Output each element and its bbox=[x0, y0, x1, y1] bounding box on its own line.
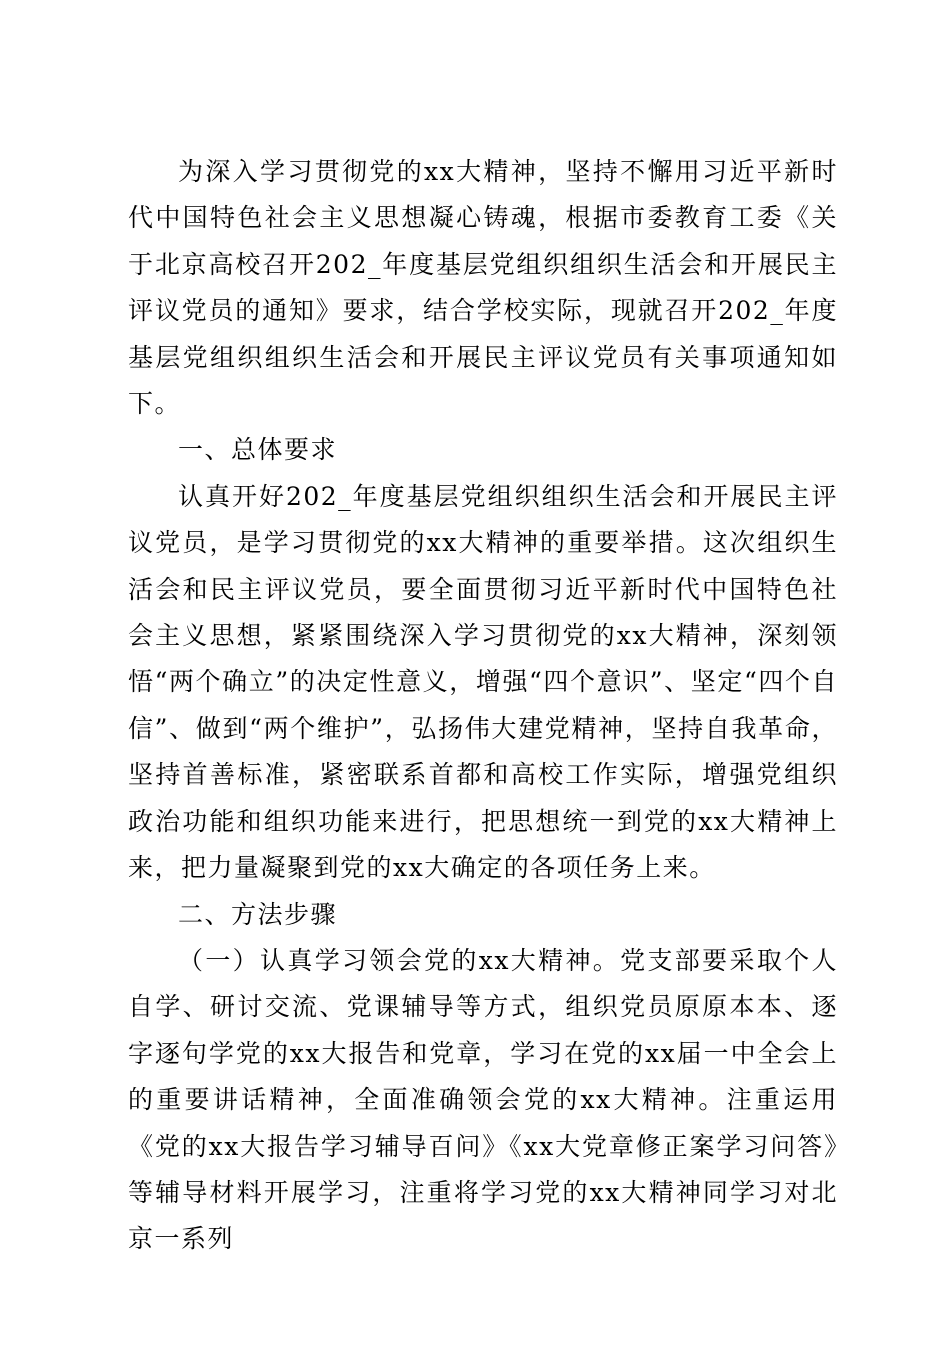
general-requirements-paragraph: 认真开好202_年度基层党组织组织生活会和开展民主评议党员，是学习贯彻党的xx大精神的重要举措。这次组织生活会和民主评议党员，要全面贯彻习近平新时代中国特色社会主义思想，紧紧围绕深入学习贯彻党的xx大精神，深刻领悟“两个确立”的决定性意义，增强“四个意识”、坚定“四个自信”、做到“两个维护”，弘扬伟大建党精神，坚持自我革命，坚持首善标准，紧密联系首都和高校工作实际，增强党组织政治功能和组织功能来进行，把思想统一到党的xx大精神上来，把力量凝聚到党的xx大确定的各项任务上来。 bbox=[128, 481, 838, 883]
section-heading-general-requirements: 一、总体要求 bbox=[178, 435, 338, 465]
section-heading-methods-steps: 二、方法步骤 bbox=[178, 899, 338, 929]
document-body bbox=[128, 149, 838, 1263]
step-one-paragraph: （一）认真学习领会党的xx大精神。党支部要采取个人自学、研讨交流、党课辅导等方式，组织党员原原本本、逐字逐句学党的xx大报告和党章，学习在党的xx届一中全会上的重要讲话精神，全面准确领会党的xx大精神。注重运用《党的xx大报告学习辅导百问》《xx大党章修正案学习问答》等辅导材料开展学习，注重将学习党的xx大精神同学习对北京一系列 bbox=[128, 945, 838, 1254]
intro-paragraph: 为深入学习贯彻党的xx大精神，坚持不懈用习近平新时代中国特色社会主义思想凝心铸魂，根据市委教育工委《关于北京高校召开202_年度基层党组织组织生活会和开展民主评议党员的通知》要求，结合学校实际，现就召开202_年度基层党组织组织生活会和开展民主评议党员有关事项通知如下。 bbox=[128, 157, 838, 419]
